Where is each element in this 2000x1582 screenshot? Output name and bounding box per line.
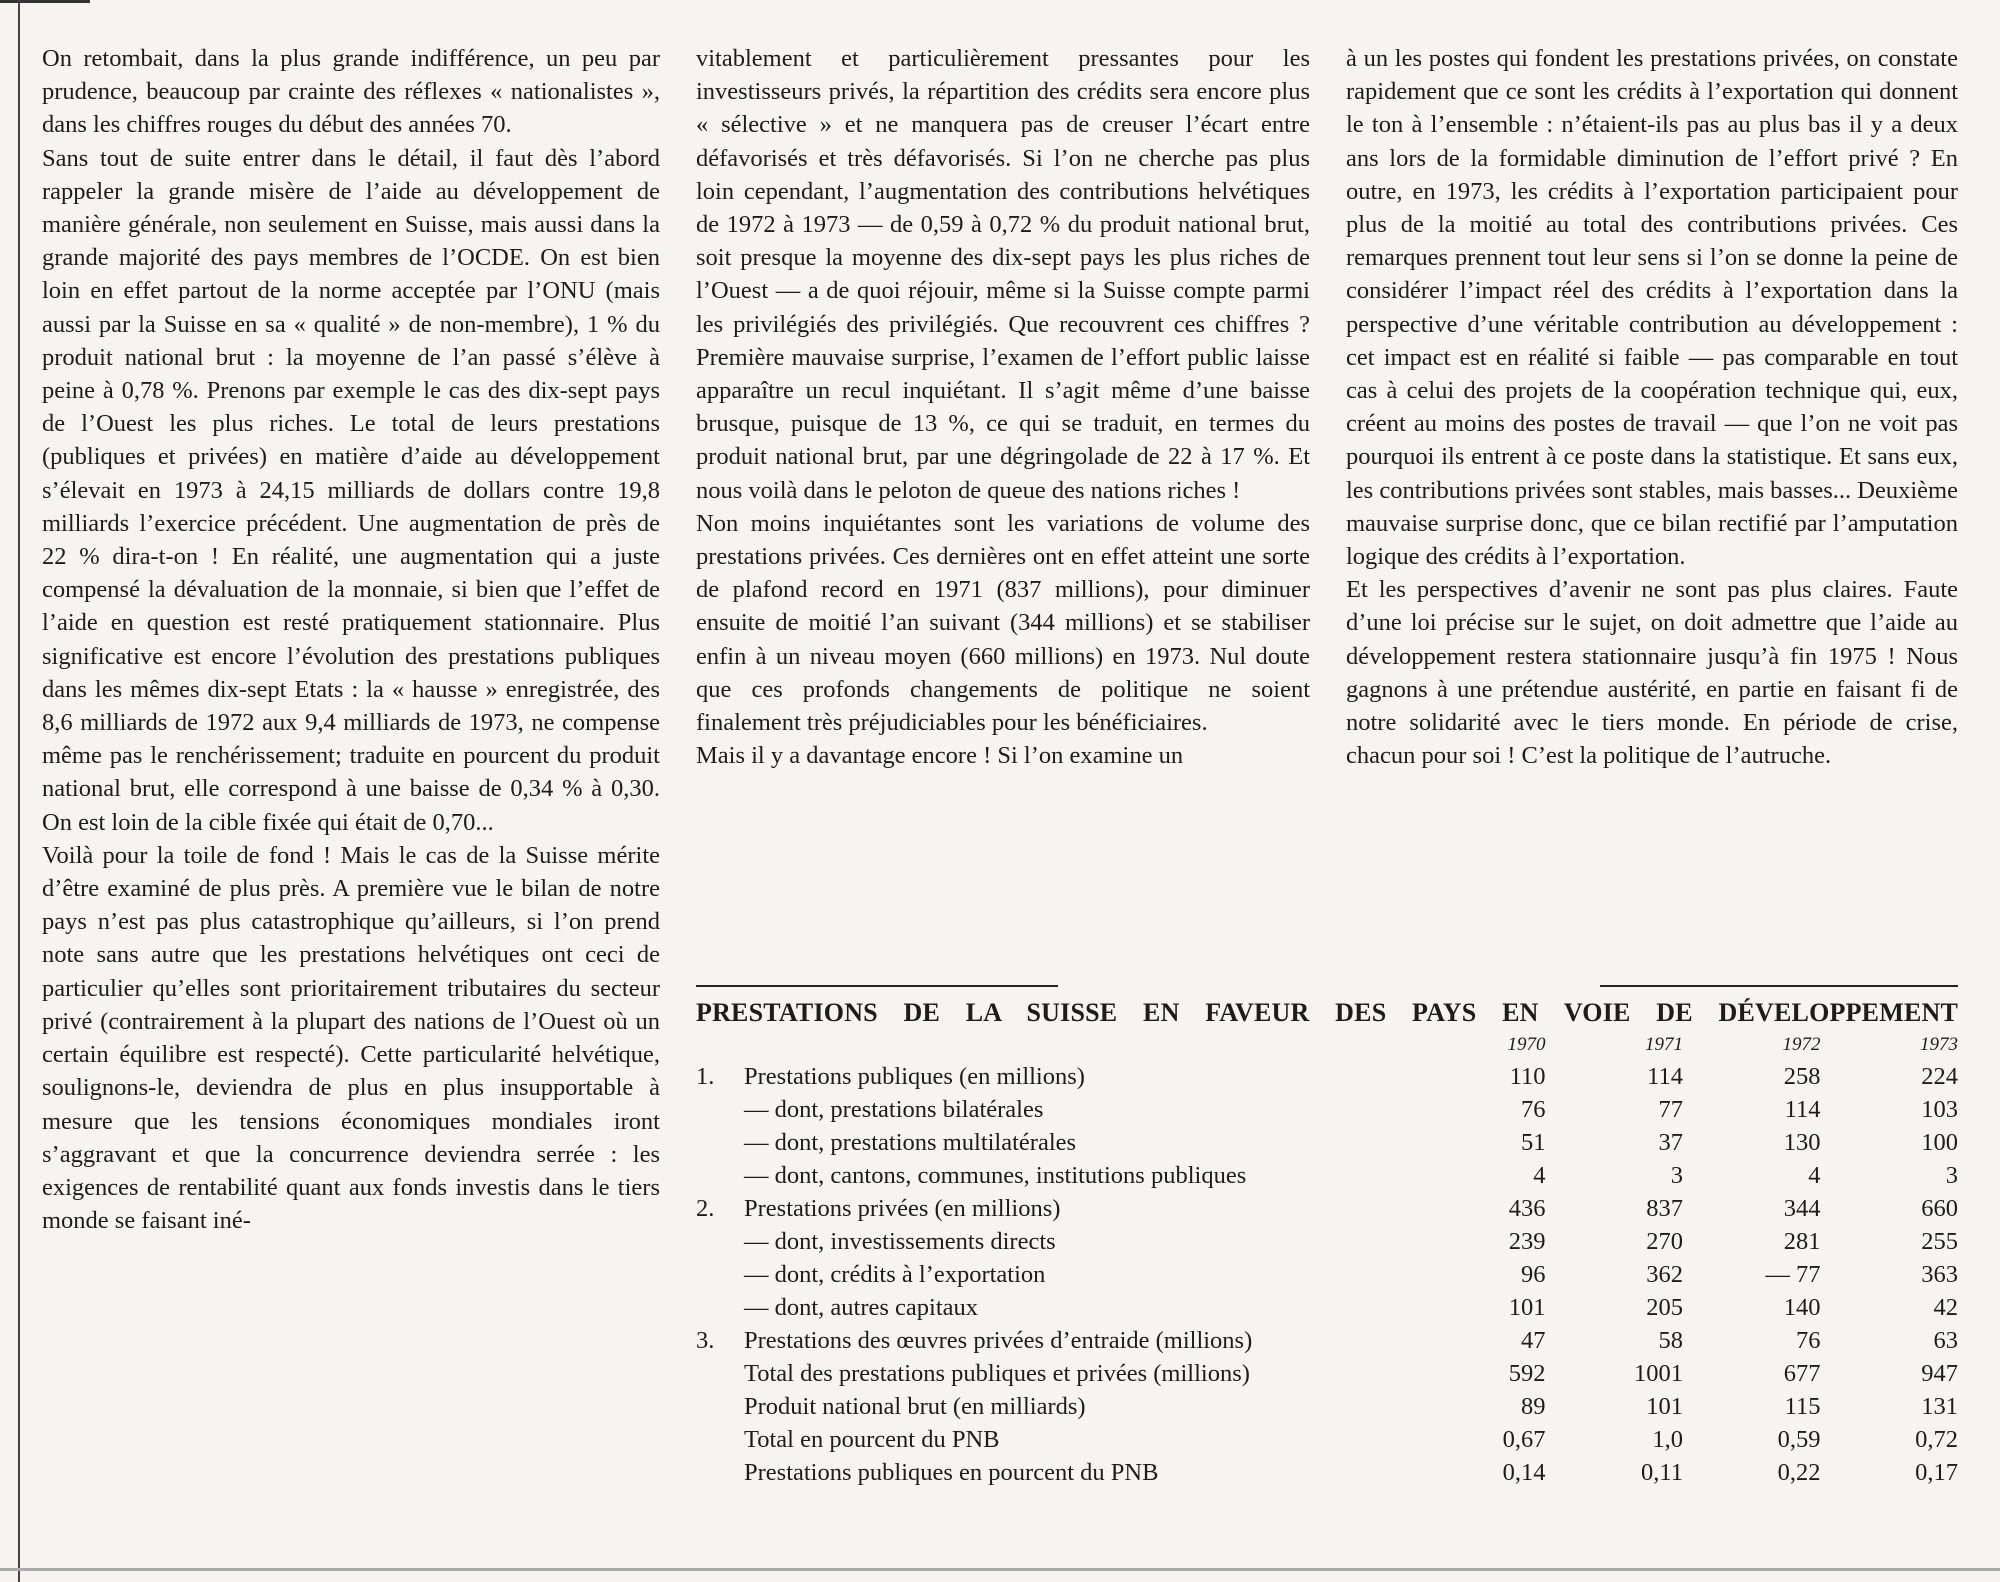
paragraph: à un les postes qui fondent les prestations privées, on constate rapidement que ce sont les crédits à l’exportation qui donnent le ton à l’ensemble : n’étaient-ils pas au plus bas il y a deux ans lors de la formidable diminution de l’effort privé ? En outre, en 1973, les crédits à l’exportation participaient pour plus de la moitié au total des contributions privées. Ces remarques prennent tout leur sens si l’on se donne la peine de considérer l’impact réel des crédits à l’exportation dans la perspective d’une véritable contribution au développement : cet impact est en réalité si faible — pas comparable en tout cas à celui des projets de la coopération technique qui, eux, créent au moins des postes de travail — que l’on ne voit pas pourquoi ils entrent à ce poste dans la statistique. Et sans eux, les contributions privées sont stables, mais basses... Deuxième mauvaise surprise donc, que ce bilan rectifié par l’amputation logique des crédits à l’exportation. [1346, 45, 1958, 571]
cell-value: 205 [1646, 1294, 1683, 1321]
cell-value: 42 [1933, 1294, 1958, 1321]
table-row [696, 1456, 1958, 1489]
cell-value: 0,17 [1915, 1459, 1958, 1486]
row-number: 1. [696, 1063, 715, 1090]
paragraph: Non moins inquiétantes sont les variations de volume des prestations privées. Ces dernières ont en effet atteint une sorte de plafond record en 1971 (837 millions), pour diminuer ensuite de moitié l’an suivant (344 millions) et se stabiliser enfin à un niveau moyen (660 millions) en 1973. Nul doute que ces profonds changements de politique ne soient finalement très préjudiciables pour les bénéficiaires. [696, 509, 1310, 737]
page-edge-top [0, 0, 90, 3]
cell-value: 362 [1646, 1261, 1683, 1288]
cell-value: 1001 [1634, 1360, 1683, 1387]
table-row [696, 1258, 1958, 1291]
cell-value: 239 [1508, 1228, 1546, 1255]
row-label: Prestations publiques (en millions) [744, 1063, 1085, 1090]
cell-value: 101 [1646, 1393, 1683, 1420]
cell-value: 131 [1921, 1393, 1958, 1420]
cell-value: 101 [1508, 1294, 1546, 1321]
cell-value: 224 [1921, 1063, 1958, 1090]
table-row [696, 1291, 1958, 1324]
row-label: Prestations des œuvres privées d’entraide (millions) [744, 1327, 1253, 1354]
cell-value: 0,11 [1641, 1459, 1683, 1486]
cell-value: 76 [1521, 1096, 1546, 1123]
cell-value: 592 [1508, 1360, 1546, 1387]
table-row [696, 1060, 1958, 1093]
cell-value: 140 [1783, 1294, 1821, 1321]
row-number [696, 1225, 744, 1258]
table-header-row [696, 1030, 1958, 1060]
paragraph: Voilà pour la toile de fond ! Mais le cas de la Suisse mérite d’être examiné de plus près. A première vue le bilan de notre pays n’est pas plus catastrophique qu’ailleurs, si l’on prend note sans autre que les prestations helvétiques ont ceci de particulier qu’elles sont prioritairement tributaires du secteur privé (contrairement à la plupart des nations de l’Ouest où un certain équilibre est respecté). Cette particularité helvétique, soulignons-le, deviendra de plus en plus insupportable à mesure que les tensions économiques mondiales iront s’aggravant et que la concurrence deviendra serrée : les exigences de rentabilité quant aux fonds investis dans le tiers monde se faisant iné- [42, 841, 660, 1235]
cell-value: 0,59 [1777, 1426, 1821, 1453]
cell-value: 947 [1921, 1360, 1958, 1387]
table-row [696, 1423, 1958, 1456]
row-label: — dont, crédits à l’exportation [744, 1261, 1046, 1288]
row-number [696, 1357, 744, 1390]
row-number [696, 1390, 744, 1423]
year-header: 1971 [1645, 1034, 1683, 1055]
table-row [696, 1192, 1958, 1225]
cell-value: 37 [1658, 1129, 1683, 1156]
row-number [696, 1126, 744, 1159]
table-row [696, 1159, 1958, 1192]
cell-value: 110 [1509, 1063, 1546, 1090]
table-row [696, 1357, 1958, 1390]
row-number [696, 1159, 744, 1192]
cell-value: 114 [1784, 1096, 1821, 1123]
cell-value: 100 [1921, 1129, 1958, 1156]
row-number [696, 1456, 744, 1489]
cell-value: 0,72 [1915, 1426, 1958, 1453]
cell-value: 89 [1521, 1393, 1546, 1420]
row-label: Total des prestations publiques et privées (millions) [744, 1360, 1250, 1387]
article-column-2 [696, 42, 1310, 772]
row-number [696, 1423, 744, 1456]
cell-value: 660 [1921, 1195, 1958, 1222]
paragraph: Mais il y a davantage encore ! Si l’on examine un [696, 742, 1184, 770]
cell-value: 47 [1521, 1327, 1546, 1354]
cell-value: 837 [1646, 1195, 1683, 1222]
page-edge-left [18, 0, 20, 1582]
row-number: 2. [696, 1195, 715, 1222]
table-row [696, 1390, 1958, 1423]
paragraph: Sans tout de suite entrer dans le détail, il faut dès l’abord rappeler la grande misère de l’aide au développement de manière générale, non seulement en Suisse, mais aussi dans la grande majorité des pays membres de l’OCDE. On est bien loin en effet partout de la norme acceptée par l’ONU (mais aussi par la Suisse en sa « qualité » de non-membre), 1 % du produit national brut : la moyenne de l’an passé s’élève à peine à 0,78 %. Prenons par exemple le cas des dix-sept pays de l’Ouest les plus riches. Le total de leurs prestations (publiques et privées) en matière d’aide au développement s’élevait en 1973 à 24,15 milliards de dollars contre 19,8 milliards l’exercice précédent. Une augmentation de près de 22 % dira-t-on ! En réalité, une augmentation qui a juste compensé la dévaluation de la monnaie, si bien que l’effet de l’aide en question est resté pratiquement stationnaire. Plus significative est encore l’évolution des prestations publiques dans les mêmes dix-sept Etats : la « hausse » enregistrée, des 8,6 milliards de 1972 aux 9,4 milliards de 1973, ne compense même pas le renchérissement; traduite en pourcent du produit national brut, elle correspond à une baisse de 0,34 % à 0,30. On est loin de la cible fixée qui était de 0,70... [42, 144, 660, 836]
paragraph: vitablement et particulièrement pressantes pour les investisseurs privés, la répartition des crédits sera encore plus « sélective » et ne manquera pas de creuser l’écart entre défavorisés et très défavorisés. Si l’on ne cherche pas plus loin cependant, l’augmentation des contributions helvétiques de 1972 à 1973 — de 0,59 à 0,72 % du produit national brut, soit presque la moyenne des dix-sept pays les plus riches de l’Ouest — a de quoi réjouir, même si la Suisse compte parmi les privilégiés des privilégiés. Que recouvrent ces chiffres ? Première mauvaise surprise, l’examen de l’effort public laisse apparaître un recul inquiétant. Il s’agit même d’une baisse brusque, puisque de 13 %, ce qui se traduit, en termes du produit national brut, par une dégringolade de 22 à 17 %. Et nous voilà dans le peloton de queue des nations riches ! [696, 45, 1310, 504]
row-label: — dont, investissements directs [744, 1228, 1056, 1255]
year-header: 1970 [1507, 1034, 1546, 1055]
cell-value: 115 [1784, 1393, 1821, 1420]
article-column-3 [1346, 42, 1958, 772]
row-label: — dont, prestations bilatérales [744, 1096, 1044, 1123]
cell-value: 130 [1783, 1129, 1821, 1156]
cell-value: 63 [1933, 1327, 1958, 1354]
table-body [696, 1060, 1958, 1489]
cell-value: — 77 [1765, 1261, 1821, 1288]
table-row [696, 1324, 1958, 1357]
row-number [696, 1258, 744, 1291]
cell-value: 3 [1945, 1162, 1958, 1189]
table-rule-left [696, 985, 1058, 987]
row-label: Produit national brut (en milliards) [744, 1393, 1086, 1420]
cell-value: 363 [1921, 1261, 1958, 1288]
table-row [696, 1093, 1958, 1126]
page-edge-bottom [0, 1568, 2000, 1571]
cell-value: 51 [1521, 1129, 1546, 1156]
cell-value: 96 [1521, 1261, 1546, 1288]
row-label: Prestations privées (en millions) [744, 1195, 1061, 1222]
row-label: — dont, cantons, communes, institutions publiques [744, 1162, 1247, 1189]
table-row [696, 1126, 1958, 1159]
cell-value: 0,14 [1502, 1459, 1546, 1486]
article-column-1 [42, 42, 660, 1237]
cell-value: 436 [1508, 1195, 1546, 1222]
table-rule-right [1600, 985, 1958, 987]
paragraph: On retombait, dans la plus grande indifférence, un peu par prudence, beaucoup par crainte des réflexes « nationalistes », dans les chiffres rouges du début des années 70. [42, 45, 660, 139]
cell-value: 76 [1796, 1327, 1821, 1354]
data-table [696, 1030, 1958, 1489]
cell-value: 4 [1808, 1162, 1821, 1189]
cell-value: 114 [1647, 1063, 1683, 1090]
cell-value: 281 [1783, 1228, 1821, 1255]
row-label: — dont, prestations multilatérales [744, 1129, 1077, 1156]
cell-value: 677 [1783, 1360, 1821, 1387]
year-header: 1972 [1782, 1034, 1821, 1055]
row-number [696, 1291, 744, 1324]
cell-value: 0,22 [1777, 1459, 1821, 1486]
cell-value: 58 [1658, 1327, 1683, 1354]
row-label: Prestations publiques en pourcent du PNB [744, 1459, 1159, 1486]
table-title: PRESTATIONS DE LA SUISSE EN FAVEUR DES PAYS EN VOIE DE DÉVELOPPEMENT [696, 998, 1958, 1027]
cell-value: 0,67 [1502, 1426, 1546, 1453]
cell-value: 4 [1533, 1162, 1546, 1189]
row-label: Total en pourcent du PNB [744, 1426, 1000, 1453]
cell-value: 344 [1783, 1195, 1821, 1222]
cell-value: 270 [1646, 1228, 1683, 1255]
cell-value: 258 [1783, 1063, 1821, 1090]
table-row [696, 1225, 1958, 1258]
row-number: 3. [696, 1327, 715, 1354]
paragraph: Et les perspectives d’avenir ne sont pas plus claires. Faute d’une loi précise sur le sujet, on doit admettre que l’aide au développement restera stationnaire jusqu’à fin 1975 ! Nous gagnons à une prétendue austérité, en partie en faisant fi de notre solidarité avec le tiers monde. En période de crise, chacun pour soi ! C’est la politique de l’autruche. [1346, 576, 1958, 770]
cell-value: 1,0 [1652, 1426, 1683, 1453]
cell-value: 255 [1921, 1228, 1958, 1255]
cell-value: 3 [1670, 1162, 1683, 1189]
cell-value: 77 [1658, 1096, 1683, 1123]
row-number [696, 1093, 744, 1126]
cell-value: 103 [1921, 1096, 1958, 1123]
year-header: 1973 [1920, 1034, 1958, 1055]
row-label: — dont, autres capitaux [744, 1294, 979, 1321]
